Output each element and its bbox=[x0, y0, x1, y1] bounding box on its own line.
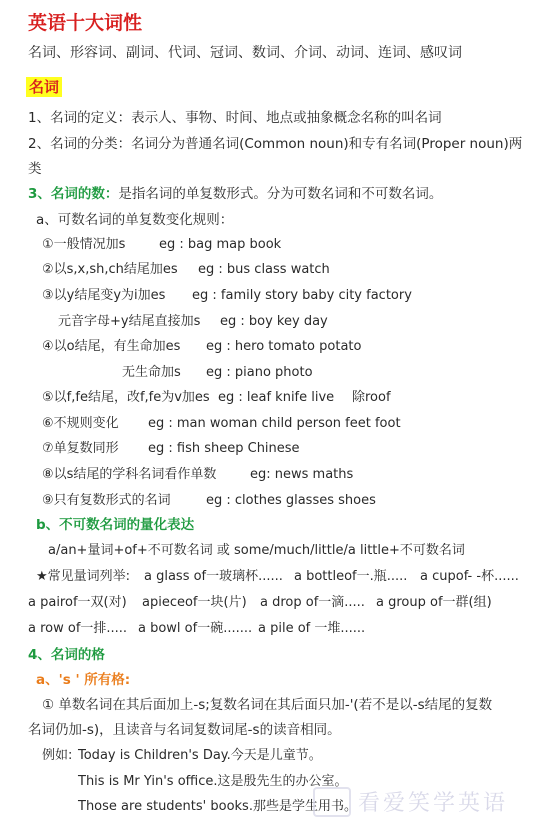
rule-4b bbox=[122, 364, 313, 382]
quantifier-row-1 bbox=[36, 568, 519, 586]
rule-text: ⑥不规则变化 bbox=[42, 416, 119, 431]
quantifier-item: a group of一群(组) bbox=[376, 595, 492, 610]
rule-example: eg : leaf knife live bbox=[218, 390, 335, 405]
rule-example: eg : family story baby city factory bbox=[192, 288, 412, 303]
rule-6 bbox=[42, 415, 401, 433]
possessive-title: a、's ' 所有格: bbox=[36, 672, 131, 688]
quantifier-item: a glass of一玻璃杯...... bbox=[144, 569, 283, 584]
definition-line: 1、名词的定义：表示人、事物、时间、地点或抽象概念名称的叫名词 bbox=[28, 110, 442, 126]
rule-example: eg : bus class watch bbox=[198, 262, 330, 277]
rule-exception: 除roof bbox=[352, 390, 391, 405]
rule-example: eg : bag map book bbox=[159, 237, 282, 252]
rule-example: eg : fish sheep Chinese bbox=[148, 441, 300, 456]
quantifier-item: a cupof- -杯...... bbox=[420, 569, 519, 584]
rule-3 bbox=[42, 287, 412, 305]
rule-7 bbox=[42, 440, 300, 458]
rule-example: eg : man woman child person feet foot bbox=[148, 416, 401, 431]
example-3: Those are students' books.那些是学生用书。 bbox=[78, 799, 357, 814]
rule-example: eg: news maths bbox=[250, 467, 354, 482]
watermark-logo-icon bbox=[313, 787, 351, 817]
rule-text: ①一般情况加s bbox=[42, 237, 126, 252]
case-heading: 4、名词的格 bbox=[28, 647, 105, 663]
quantifier-intro: ★常见量词列举: bbox=[36, 569, 131, 584]
quantifier-row-2 bbox=[28, 594, 492, 612]
example-2: This is Mr Yin's office.这是殷先生的办公室。 bbox=[78, 774, 348, 789]
rule-example: eg : piano photo bbox=[206, 365, 313, 380]
section-heading-noun bbox=[26, 77, 62, 97]
pos-list: 名词、形容词、副词、代词、冠词、数词、介词、动词、连词、感叹词 bbox=[28, 45, 462, 61]
rule-8 bbox=[42, 466, 354, 484]
quantifier-item: a row of一排..... bbox=[28, 621, 128, 636]
rule-5 bbox=[42, 389, 391, 407]
rule-example: eg : boy key day bbox=[220, 314, 328, 329]
rule-text: 无生命加s bbox=[122, 365, 181, 380]
rule-text: ⑦单复数同形 bbox=[42, 441, 119, 456]
rule-2 bbox=[42, 261, 330, 279]
rule-example: eg : hero tomato potato bbox=[206, 339, 362, 354]
rule-3b bbox=[58, 313, 328, 331]
section-heading-label: 名词 bbox=[26, 77, 62, 97]
rule-text: ③以y结尾变y为i加es bbox=[42, 288, 166, 303]
rule-text: ④以o结尾，有生命加es bbox=[42, 339, 181, 354]
possessive-rule-cont: 名词仍加-s)，且读音与名词复数词尾-s的读音相同。 bbox=[28, 722, 341, 738]
quantifier-item: a drop of一滴..... bbox=[260, 595, 365, 610]
quantifier-item: a bowl of一碗....... bbox=[138, 621, 253, 636]
countable-title: a、可数名词的单复数变化规则： bbox=[36, 212, 234, 228]
example-1 bbox=[42, 747, 322, 765]
page-title: 英语十大词性 bbox=[28, 12, 143, 34]
quantifier-item: a bottleof一.瓶..... bbox=[294, 569, 408, 584]
quantifier-item: a pairof一双(对) bbox=[28, 595, 127, 610]
example-label: 例如: bbox=[42, 748, 73, 763]
rule-text: ⑨只有复数形式的名词 bbox=[42, 493, 171, 508]
example-sentence: Today is Children's Day.今天是儿童节。 bbox=[78, 748, 322, 763]
number-heading bbox=[28, 185, 442, 203]
uncountable-title: b、不可数名词的量化表达 bbox=[36, 517, 195, 533]
rule-example: eg : clothes glasses shoes bbox=[206, 493, 376, 508]
classification-line: 2、名词的分类：名词分为普通名词(Common noun)和专有名词(Proper noun)两 bbox=[28, 136, 523, 152]
quantifier-item: apieceof一块(片) bbox=[142, 595, 247, 610]
rule-1 bbox=[42, 236, 282, 254]
classification-line-cont: 类 bbox=[28, 161, 42, 177]
rule-4 bbox=[42, 338, 362, 356]
rule-text: ⑧以s结尾的学科名词看作单数 bbox=[42, 467, 217, 482]
number-heading-label: 3、名词的数： bbox=[28, 186, 119, 202]
uncountable-formula: a/an+量词+of+不可数名词 或 some/much/little/a little+不可数名词 bbox=[48, 543, 465, 558]
rule-9 bbox=[42, 492, 376, 510]
rule-text: ②以s,x,sh,ch结尾加es bbox=[42, 262, 178, 277]
watermark: 看爱笑学英语 bbox=[358, 791, 509, 816]
quantifier-row-3 bbox=[28, 620, 366, 638]
possessive-rule: ① 单数名词在其后面加上-s;复数名词在其后面只加-'(若不是以-s结尾的复数 bbox=[42, 697, 493, 713]
rule-text: ⑤以f,fe结尾，改f,fe为v加es bbox=[42, 390, 210, 405]
rule-text: 元音字母+y结尾直接加s bbox=[58, 314, 201, 329]
number-heading-text: 是指名词的单复数形式。分为可数名词和不可数名词。 bbox=[118, 186, 443, 202]
quantifier-item: a pile of 一堆...... bbox=[258, 621, 366, 636]
